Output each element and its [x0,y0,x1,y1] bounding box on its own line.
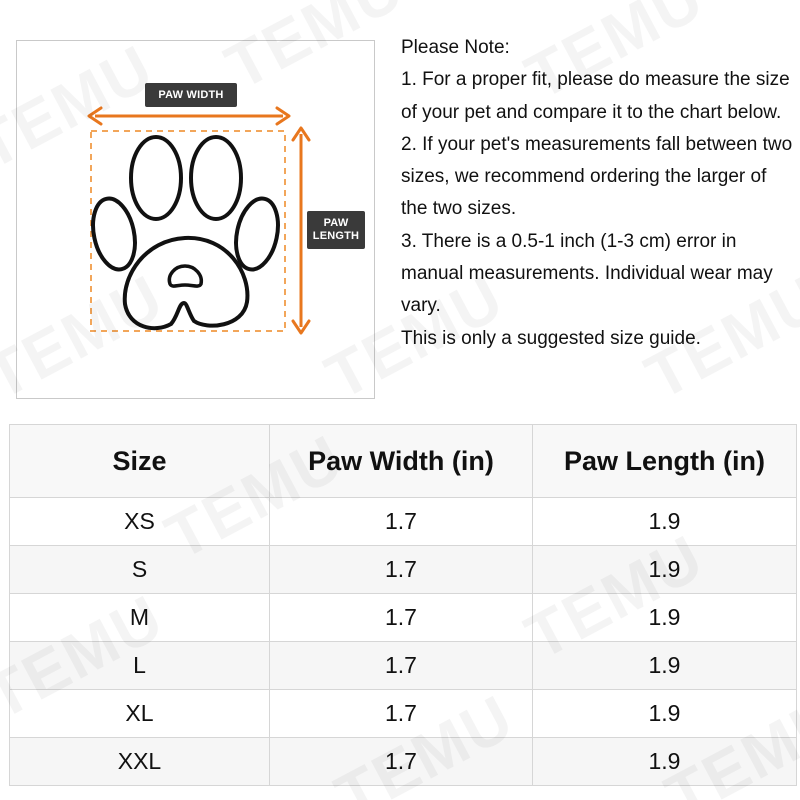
cell-size: XS [10,498,270,546]
paw-print-icon [87,137,284,328]
cell-size: XXL [10,738,270,786]
cell-paw-length: 1.9 [533,738,797,786]
note-footer: This is only a suggested size guide. [401,327,701,349]
table-row [10,642,797,690]
cell-size: XL [10,690,270,738]
cell-paw-width: 1.7 [270,642,533,690]
header-paw-width: Paw Width (in) [270,425,533,498]
paw-length-label: PAW LENGTH [307,211,365,249]
note-heading: Please Note: [401,37,510,58]
cell-paw-length: 1.9 [533,546,797,594]
header-paw-length: Paw Length (in) [533,425,797,498]
note-item-2: 2. If your pet's measurements fall between two sizes, we recommend ordering the larger of the two sizes. [401,133,793,220]
paw-diagram [16,40,375,399]
paw-width-label: PAW WIDTH [145,83,237,107]
table-row [10,690,797,738]
table-row [10,738,797,786]
cell-paw-width: 1.7 [270,690,533,738]
cell-paw-width: 1.7 [270,738,533,786]
cell-size: S [10,546,270,594]
table-row [10,594,797,642]
table-row [10,546,797,594]
note-item-3: 3. There is a 0.5-1 inch (1-3 cm) error in manual measurements. Individual wear may vary. [401,230,773,317]
header-size: Size [10,425,270,498]
cell-size: M [10,594,270,642]
cell-paw-length: 1.9 [533,498,797,546]
cell-paw-length: 1.9 [533,690,797,738]
cell-paw-length: 1.9 [533,642,797,690]
cell-size: L [10,642,270,690]
table-row [10,498,797,546]
cell-paw-width: 1.7 [270,594,533,642]
size-chart-table [9,424,797,786]
note-item-1: 1. For a proper fit, please do measure the size of your pet and compare it to the chart below. [401,69,790,123]
cell-paw-length: 1.9 [533,594,797,642]
size-note [401,32,796,355]
cell-paw-width: 1.7 [270,498,533,546]
table-header-row [10,425,797,498]
width-arrow [89,108,289,124]
cell-paw-width: 1.7 [270,546,533,594]
